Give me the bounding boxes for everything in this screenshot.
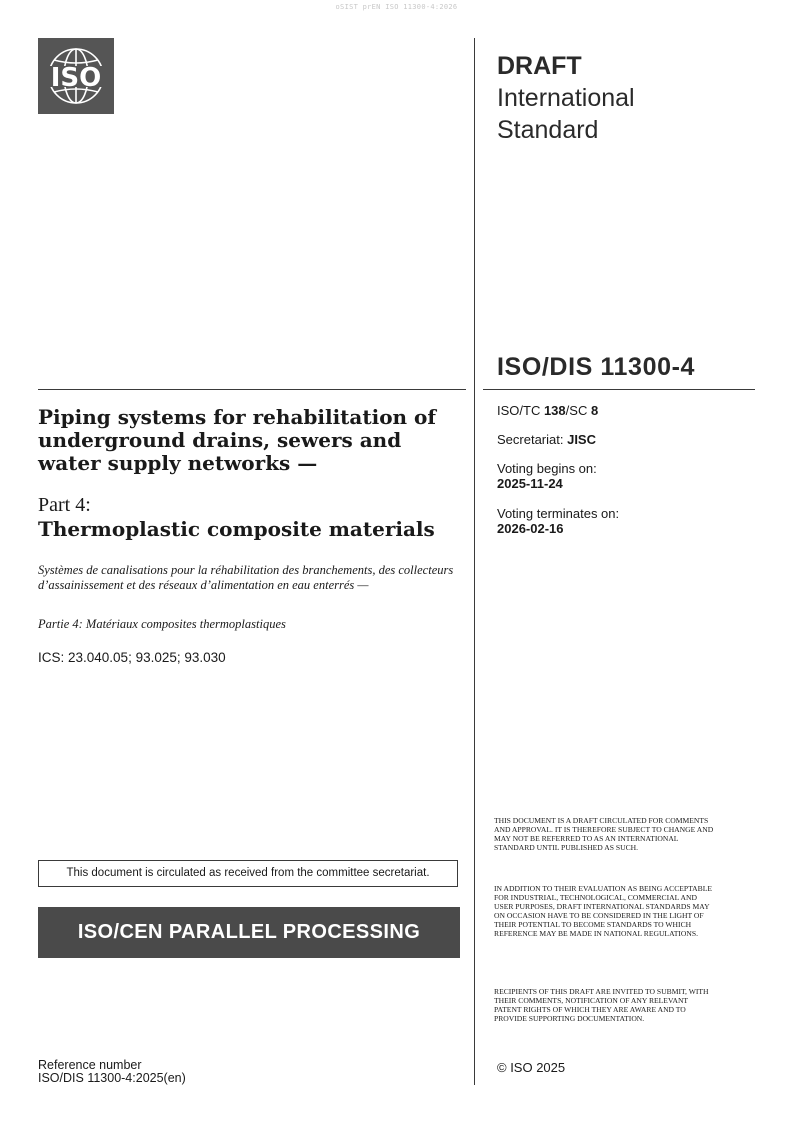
ics-codes: ICS: 23.040.05; 93.025; 93.030 <box>38 650 226 665</box>
committee-tc: 138 <box>543 403 566 418</box>
draft-heading <box>497 50 635 146</box>
logo-text: ISO <box>50 63 102 93</box>
iso-logo <box>38 38 114 114</box>
circulated-notice: This document is circulated as received from the committee secretariat. <box>38 860 458 887</box>
reference-label: Reference number <box>38 1058 142 1072</box>
parallel-processing-banner: ISO/CEN PARALLEL PROCESSING <box>38 907 460 958</box>
document-number: ISO/DIS 11300-4 <box>497 353 696 381</box>
copyright: © ISO 2025 <box>497 1060 566 1075</box>
disclaimer-paragraph-2: IN ADDITION TO THEIR EVALUATION AS BEING ACCEPTABLE FOR INDUSTRIAL, TECHNOLOGICAL, COMMERCIAL AND USER PURPOSES, DRAFT INTERNATIONAL STANDARDS MAY ON OCCASION HAVE TO BE CONSIDERED IN THE LIGHT OF THEIR POTENTIAL TO BECOME STANDARDS TO WHICH REFERENCE MAY BE MADE IN NATIONAL REGULATIONS. <box>494 884 712 938</box>
secretariat <box>497 432 596 447</box>
reference-value: ISO/DIS 11300-4:2025(en) <box>38 1071 186 1085</box>
draft-line-standard: Standard <box>497 116 599 144</box>
part-title: Thermoplastic composite materials <box>38 517 435 541</box>
left-horizontal-rule <box>38 389 466 390</box>
voting-begins-date: 2025-11-24 <box>497 476 563 491</box>
voting-terminates-label: Voting terminates on: <box>497 506 620 521</box>
watermark: oSIST prEN ISO 11300-4:2026 <box>335 3 458 11</box>
part-label: Part 4: <box>38 494 91 516</box>
voting-terminates <box>497 506 619 536</box>
voting-terminates-date: 2026-02-16 <box>497 521 564 536</box>
draft-line-international: International <box>497 84 635 112</box>
reference-number <box>38 1059 186 1085</box>
vertical-divider <box>474 38 475 1085</box>
draft-label: DRAFT <box>497 52 582 80</box>
committee-sc: 8 <box>590 403 599 418</box>
committee <box>497 403 598 418</box>
secretariat-value: JISC <box>567 432 596 447</box>
secretariat-label: Secretariat: <box>497 432 568 447</box>
document-title: Piping systems for rehabilitation of underground drains, sewers and water supply networks — <box>38 405 436 475</box>
committee-sep: /SC <box>565 403 591 418</box>
french-part-title: Partie 4: Matériaux composites thermoplastiques <box>38 617 286 631</box>
disclaimer-paragraph-1: THIS DOCUMENT IS A DRAFT CIRCULATED FOR COMMENTS AND APPROVAL. IT IS THEREFORE SUBJECT TO CHANGE AND MAY NOT BE REFERRED TO AS AN INTERNATIONAL STANDARD UNTIL PUBLISHED AS SUCH. <box>494 816 714 852</box>
committee-prefix: ISO/TC <box>497 403 544 418</box>
voting-begins <box>497 461 597 491</box>
french-title: Systèmes de canalisations pour la réhabilitation des branchements, des collecteurs d’assainissement et des réseaux d’alimentation en eau enterrés — <box>38 563 454 592</box>
right-horizontal-rule <box>483 389 755 390</box>
iso-globe-logo-icon <box>38 38 114 114</box>
disclaimer-paragraph-3: RECIPIENTS OF THIS DRAFT ARE INVITED TO SUBMIT, WITH THEIR COMMENTS, NOTIFICATION OF ANY RELEVANT PATENT RIGHTS OF WHICH THEY ARE AWARE AND TO PROVIDE SUPPORTING DOCUMENTATION. <box>494 987 709 1023</box>
voting-begins-label: Voting begins on: <box>497 461 597 476</box>
